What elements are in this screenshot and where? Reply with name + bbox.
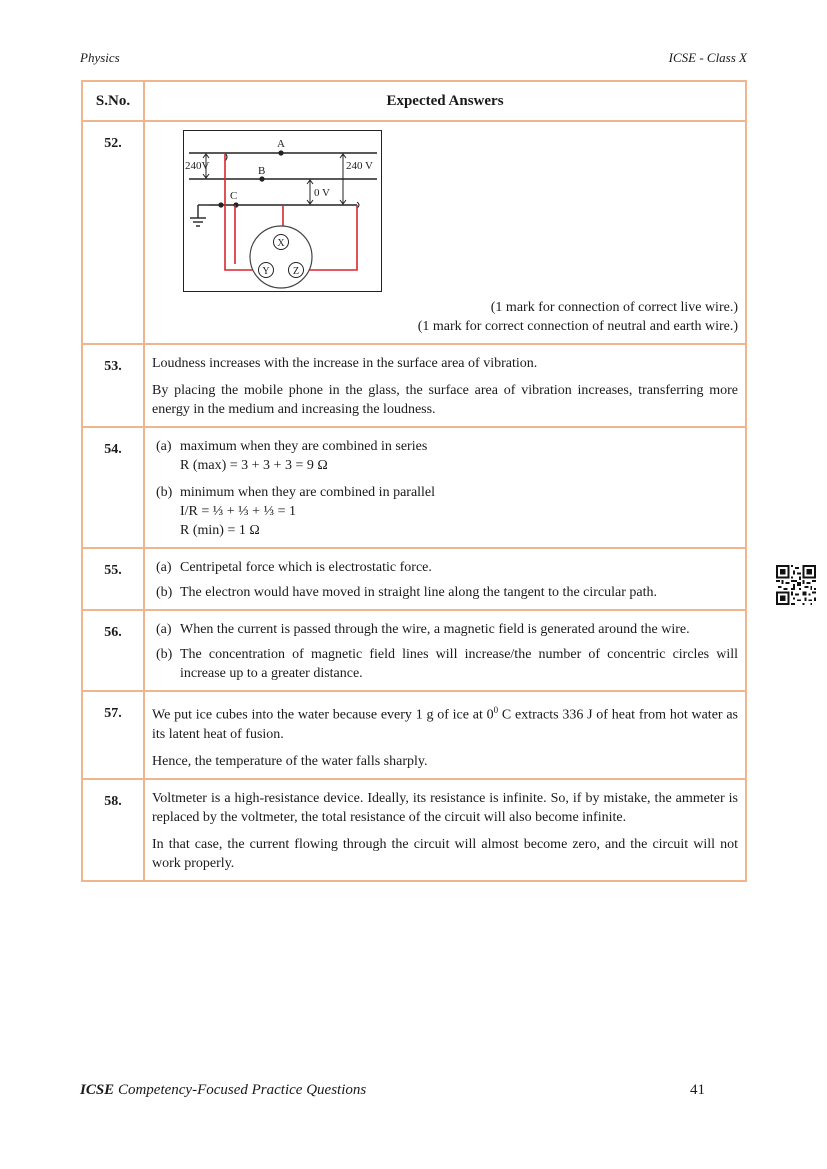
- point-label-c: C: [230, 190, 238, 202]
- part-label: (b): [156, 485, 173, 500]
- text-run: C extracts 336 J of heat from hot water as its latent heat of fusion.: [152, 707, 739, 742]
- mark-note-neutral-earth: (1 mark for correct connection of neutral and earth wire.): [417, 319, 738, 334]
- part-label: (b): [156, 647, 173, 662]
- answer-cell: [144, 610, 746, 691]
- answer-cell: [144, 344, 746, 427]
- text-run: We put ice cubes into the water because every 1 g of ice at 0: [152, 707, 494, 723]
- answer-part-b: [152, 645, 738, 683]
- header-subject: Physics: [80, 50, 120, 65]
- mark-note-live: (1 mark for connection of correct live wire.): [490, 300, 738, 315]
- column-header-sno: S.No.: [82, 81, 144, 121]
- footer-title-text: Competency-Focused Practice Questions: [114, 1082, 367, 1098]
- footer-title: [80, 1082, 366, 1099]
- answer-cell: [144, 121, 746, 344]
- qr-code-icon: [776, 565, 816, 605]
- answer-paragraph: In that case, the current flowing through the circuit will almost become zero, and the circuit will not work properly.: [152, 836, 738, 871]
- answer-part-b: [152, 483, 738, 540]
- answer-paragraph: [152, 701, 738, 744]
- voltage-label-right: 240 V: [346, 160, 373, 172]
- answer-paragraph: By placing the mobile phone in the glass, the surface area of vibration increases, transferring more energy in the medium and increasing the loudness.: [152, 383, 738, 417]
- pin-label-y: Y: [262, 266, 270, 277]
- table-row: [82, 427, 746, 548]
- answer-part-b: [152, 583, 738, 602]
- part-text: maximum when they are combined in series: [180, 439, 428, 454]
- answer-part-a: [152, 620, 738, 639]
- question-number: 53.: [82, 344, 144, 427]
- part-text: Centripetal force which is electrostatic force.: [180, 560, 432, 575]
- answer-cell: [144, 427, 746, 548]
- answer-part-a: [152, 558, 738, 577]
- part-body: [180, 483, 738, 540]
- question-number: 52.: [82, 121, 144, 344]
- point-label-a: A: [277, 138, 285, 150]
- part-body: [180, 437, 738, 475]
- question-number: 57.: [82, 691, 144, 779]
- question-number: 54.: [82, 427, 144, 548]
- answer-part-a: [152, 437, 738, 475]
- answer-paragraph: Loudness increases with the increase in the surface area of vibration.: [152, 356, 538, 371]
- answer-cell: [144, 548, 746, 610]
- part-text: When the current is passed through the wire, a magnetic field is generated around the wire.: [180, 622, 690, 637]
- table-header-row: [82, 81, 746, 121]
- point-label-b: B: [258, 165, 266, 177]
- footer-brand: ICSE: [80, 1082, 115, 1098]
- table-row: [82, 548, 746, 610]
- column-header-answers: Expected Answers: [144, 81, 746, 121]
- table-row: [82, 691, 746, 779]
- pin-label-x: X: [277, 238, 285, 249]
- equation: R (min) = 1 Ω: [180, 523, 260, 538]
- equation: R (max) = 3 + 3 + 3 = 9 Ω: [180, 458, 328, 473]
- part-label: (b): [156, 585, 173, 600]
- header-course: ICSE - Class X: [668, 50, 747, 65]
- table-row: [82, 121, 746, 344]
- part-label: (a): [156, 622, 172, 637]
- answer-cell: [144, 779, 746, 881]
- table-row: [82, 610, 746, 691]
- answer-paragraph: Voltmeter is a high-resistance device. Ideally, its resistance is infinite. So, if by mistake, the ammeter is replaced by the voltmeter, the total resistance of the circuit will also become infinite.: [152, 790, 738, 825]
- table-row: [82, 779, 746, 881]
- table-row: [82, 344, 746, 427]
- part-label: (a): [156, 560, 172, 575]
- page-number: 41: [690, 1082, 705, 1098]
- answer-paragraph: Hence, the temperature of the water falls sharply.: [152, 753, 428, 769]
- pin-label-z: Z: [292, 266, 300, 277]
- question-number: 56.: [82, 610, 144, 691]
- part-text: The concentration of magnetic field lines will increase/the number of concentric circles will increase up to a greater distance.: [180, 647, 738, 681]
- question-number: 55.: [82, 548, 144, 610]
- part-text: The electron would have moved in straight line along the tangent to the circular path.: [180, 585, 658, 600]
- question-number: 58.: [82, 779, 144, 881]
- part-label: (a): [156, 439, 172, 454]
- superscript-degree: 0: [493, 705, 499, 715]
- answer-cell: [144, 691, 746, 779]
- part-text: minimum when they are combined in parallel: [180, 485, 436, 500]
- voltage-label-left: 240V: [185, 160, 210, 172]
- answers-table: [81, 80, 747, 882]
- circuit-diagram: [183, 130, 383, 292]
- voltage-label-zero: 0 V: [314, 187, 330, 199]
- equation: I/R = ⅓ + ⅓ + ⅓ = 1: [180, 504, 296, 519]
